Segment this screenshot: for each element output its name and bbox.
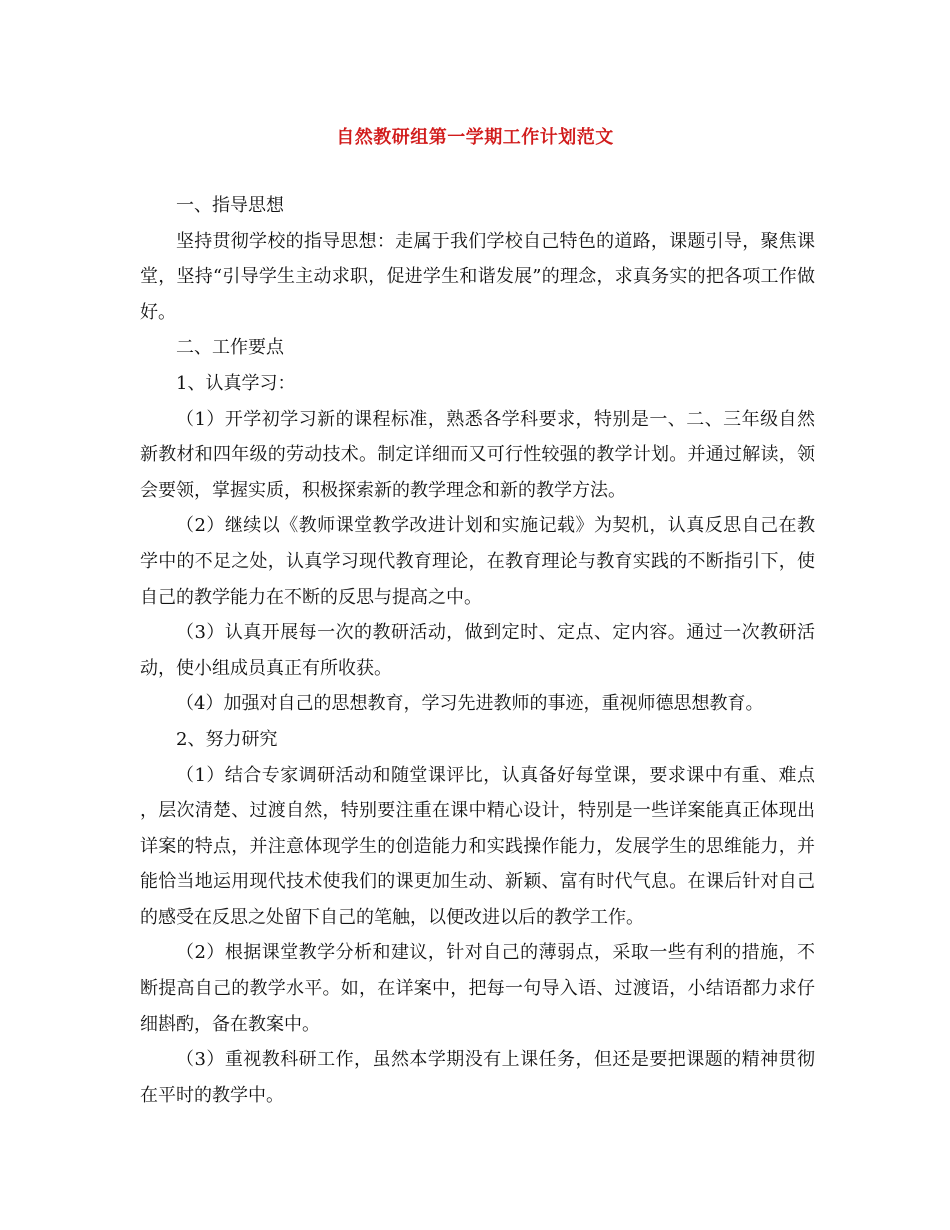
paragraph-research-2: （2）根据课堂教学分析和建议，针对自己的薄弱点，采取一些有利的措施，不断提高自己的教学水平。如，在详案中，把每一句导入语、过渡语，小结语都力求仔细斟酌，备在教案中。 xyxy=(140,942,815,1035)
paragraph-study-1: （1）开学初学习新的课程标准，熟悉各学科要求，特别是一、二、三年级自然新教材和四年级的劳动技术。制定详细而又可行性较强的教学计划。并通过解读，领会要领，掌握实质，积极探索新的教学理念和新的教学方法。 xyxy=(140,408,815,501)
paragraph-study-3: （3）认真开展每一次的教研活动，做到定时、定点、定内容。通过一次教研活动，使小组成员真正有所收获。 xyxy=(140,622,815,679)
heading-work-points: 二、工作要点 xyxy=(176,337,284,359)
paragraph-study-4: （4）加强对自己的思想教育，学习先进教师的事迹，重视师德思想教育。 xyxy=(176,693,764,715)
paragraph-research-3: （3）重视教科研工作，虽然本学期没有上课任务，但还是要把课题的精神贯彻在平时的教学中。 xyxy=(140,1049,815,1106)
subheading-research: 2、努力研究 xyxy=(176,728,278,750)
document-title: 自然教研组第一学期工作计划范文 xyxy=(336,127,614,148)
paragraph-guiding-ideology: 坚持贯彻学校的指导思想：走属于我们学校自己特色的道路，课题引导，聚焦课堂，坚持“引导学生主动求职，促进学生和谐发展”的理念，求真务实的把各项工作做好。 xyxy=(140,230,815,323)
document-body xyxy=(140,188,815,1113)
paragraph-research-1: （1）结合专家调研活动和随堂课评比，认真备好每堂课，要求课中有重、难点，层次清楚、过渡自然，特别要注重在课中精心设计，特别是一些详案能真正体现出详案的特点，并注意体现学生的创造能力和实践操作能力，发展学生的思维能力，并能恰当地运用现代技术使我们的课更加生动、新颖、富有时代气息。在课后针对自己的感受在反思之处留下自己的笔触，以便改进以后的教学工作。 xyxy=(140,764,815,928)
paragraph-study-2: （2）继续以《教师课堂教学改进计划和实施记载》为契机，认真反思自己在教学中的不足之处，认真学习现代教育理论，在教育理论与教育实践的不断指引下，使自己的教学能力在不断的反思与提高之中。 xyxy=(140,515,815,608)
subheading-study: 1、认真学习： xyxy=(176,372,296,394)
heading-guiding-ideology: 一、指导思想 xyxy=(176,195,284,216)
